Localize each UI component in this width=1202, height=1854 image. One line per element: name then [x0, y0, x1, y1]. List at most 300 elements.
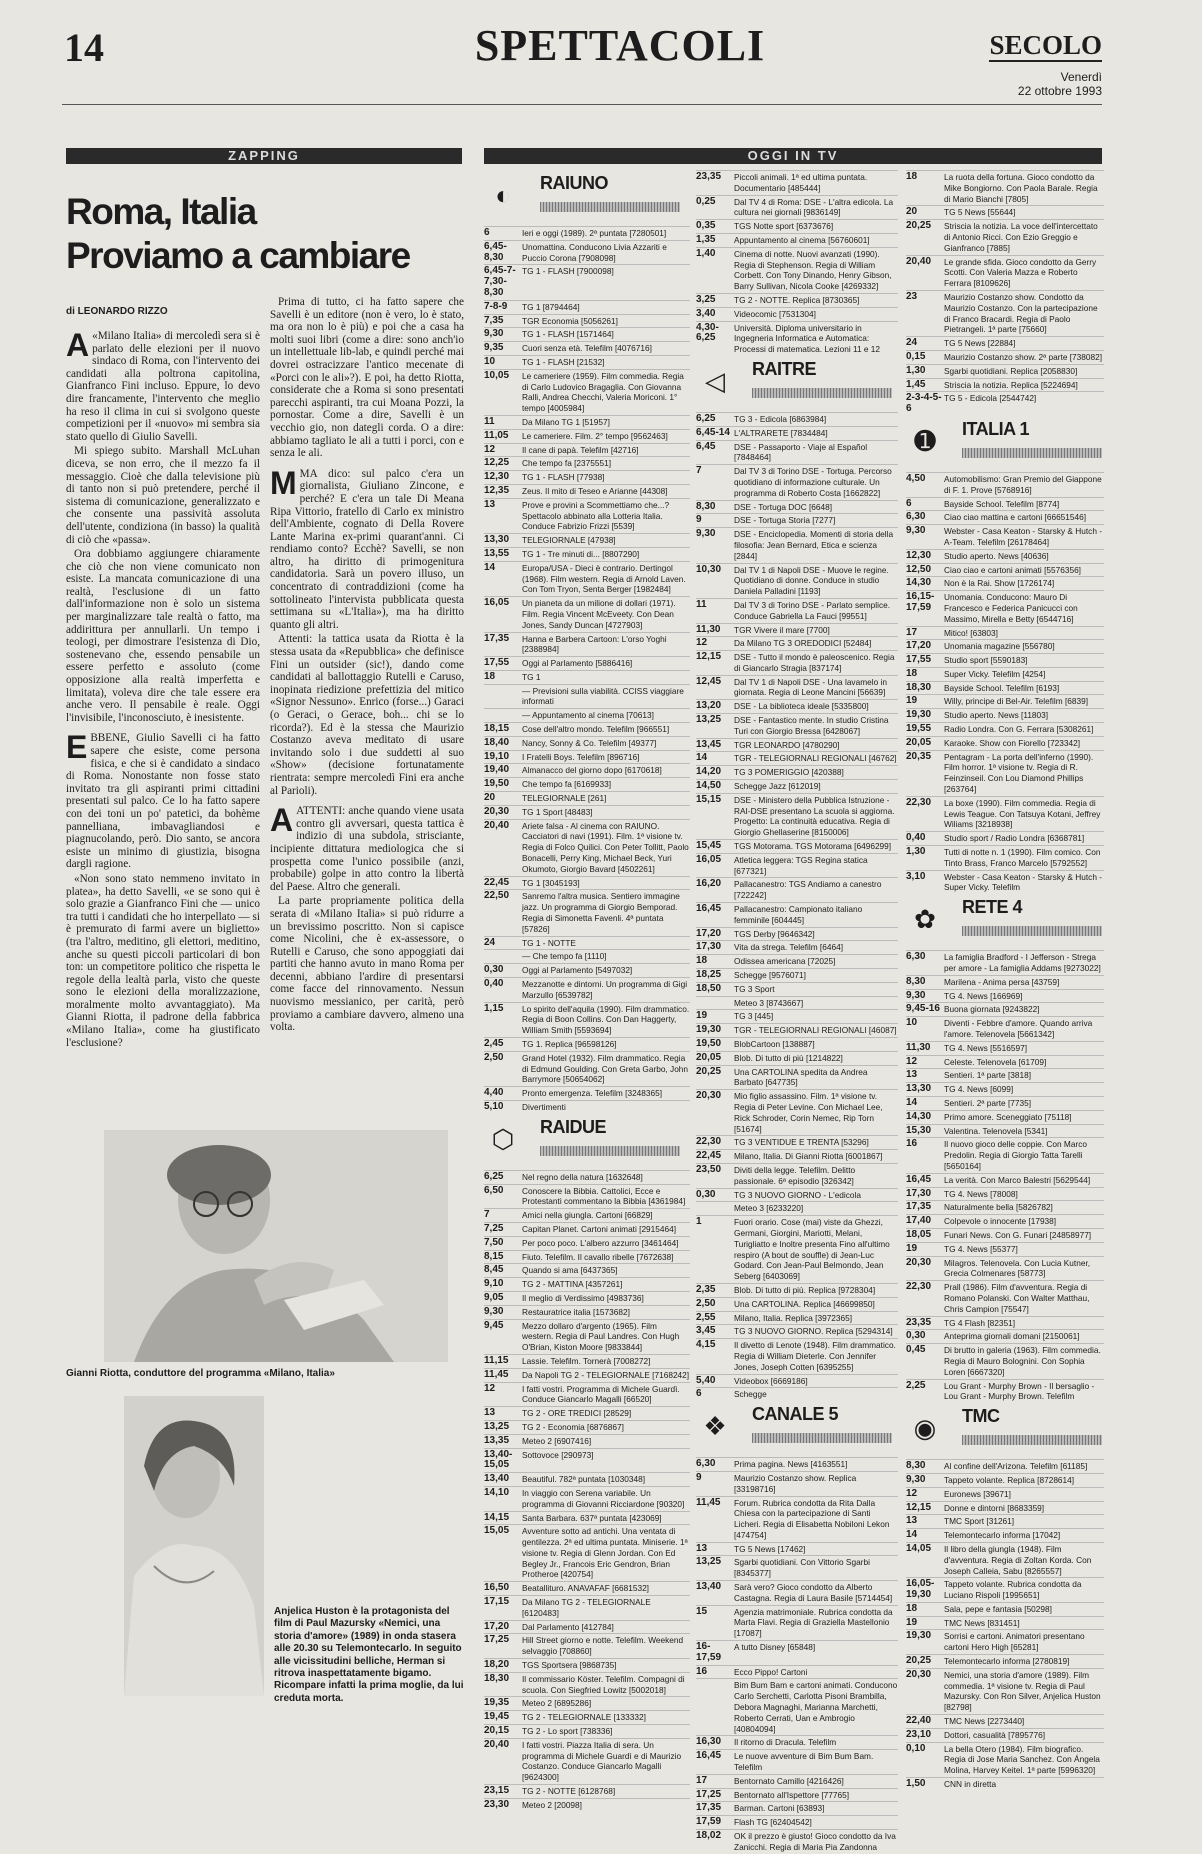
programme-row [484, 632, 690, 657]
programme-time: 9,30 [484, 1305, 504, 1317]
programme-row [696, 699, 898, 713]
programme-time: 13,45 [696, 738, 722, 750]
programme-time: 7 [484, 1209, 490, 1221]
programme-row [906, 378, 1104, 392]
programme-time: 6 [906, 497, 912, 509]
programme-row [696, 426, 898, 440]
programme-title: Studio sport / Radio Londra [6368781] [944, 833, 1085, 844]
programme-title: Sarà vero? Gioco condotto da Alberto Castagna. Regia di Laura Basile [5714454] [734, 1582, 893, 1603]
programme-row [696, 1542, 898, 1556]
programme-row [484, 1305, 690, 1319]
channel-header-rete4 [906, 898, 1104, 944]
programme-title: Meteo 2 [20098] [522, 1799, 582, 1810]
programme-row [484, 300, 690, 314]
programme-row [906, 667, 1104, 681]
programme-time: 5,10 [484, 1100, 504, 1112]
programme-title: Dal TV 4 di Roma: DSE - L'altra edicola. La cultura nei giornali [9836149] [734, 196, 894, 218]
programme-title: Una CARTOLINA spedita da Andrea Barbato [647735] [734, 1066, 868, 1088]
programme-time: 19 [906, 1616, 918, 1628]
programme-title: TG 3 VENTIDUE E TRENTA [53296] [734, 1137, 869, 1148]
channel-name: CANALE 5 [752, 1404, 839, 1425]
programme-title: — Appuntamento al cinema [70613] [522, 710, 654, 721]
programme-title: TG 1 - Tre minuti di... [8807290] [522, 548, 640, 559]
programme-time: 17,59 [696, 1816, 722, 1828]
programme-time: 18,40 [484, 736, 510, 748]
programme-time: 0,30 [696, 1188, 716, 1200]
programme-title: TG 1 [3045193] [522, 877, 580, 888]
programme-time: 7,35 [484, 314, 504, 326]
programme-title: TG 5 - Edicola [2544742] [944, 393, 1037, 404]
programme-row [906, 694, 1104, 708]
programme-time: 20,30 [906, 1256, 932, 1268]
programme-time: 13,25 [696, 714, 722, 726]
programme-time: 16,05 [484, 597, 510, 609]
programme-row [696, 996, 898, 1010]
programme-row [484, 1581, 690, 1595]
programme-title: In viaggio con Serena variabile. Un programma di Giovanni Ricciardone [90320] [522, 1487, 685, 1509]
programme-time: 18,30 [484, 1672, 510, 1684]
programme-time: 14 [696, 752, 708, 764]
programme-row [696, 675, 898, 700]
programme-row [696, 779, 898, 793]
programme-time: 16 [696, 1665, 708, 1677]
programme-time: 16,45 [696, 903, 722, 915]
programme-time: 9,30 [906, 525, 926, 537]
programme-time: 20,25 [906, 1655, 932, 1667]
programme-time: 12,30 [484, 471, 510, 483]
programme-time: 4,50 [906, 472, 926, 484]
programme-row [906, 549, 1104, 563]
programme-time: 1,35 [696, 233, 716, 245]
italia1-schedule [906, 472, 1104, 894]
channel-name: TMC [962, 1406, 1000, 1427]
tv-column-2 [696, 170, 898, 1852]
programme-row [696, 1324, 898, 1338]
programme-time: 7-8-9 [484, 300, 508, 312]
programme-time: 13,25 [696, 1556, 722, 1568]
programme-title: Per poco poco. L'albero azzurro [3461464] [522, 1237, 679, 1248]
programme-title: Europa/USA - Dieci è contrario. Dertingol (1968). Film western. Regia di Arnold Laven. Con Tom Tryon, Senta Berger [1982484] [522, 562, 686, 595]
programme-row [484, 1222, 690, 1236]
programme-time: 2,50 [484, 1051, 504, 1063]
programme-time: 6,45-14 [696, 426, 730, 438]
programme-time: 2,35 [696, 1283, 716, 1295]
programme-time: 10,05 [484, 369, 510, 381]
programme-title: Divertimenti [522, 1101, 566, 1112]
programme-time: 14,50 [696, 780, 722, 792]
programme-title: DSE - Passaporto - Viaje al Español [7848464] [734, 441, 868, 463]
programme-row [906, 750, 1104, 796]
programme-row [696, 765, 898, 779]
programme-title: Lassie. Telefilm. Tornerà [7008272] [522, 1355, 651, 1366]
programme-title: Amici nella giungla. Cartoni [66829] [522, 1210, 653, 1221]
programme-row [906, 1473, 1104, 1487]
programme-time: 20,30 [484, 805, 510, 817]
programme-row [906, 1379, 1104, 1404]
programme-time: 11 [696, 598, 707, 610]
programme-row [696, 877, 898, 902]
canale5-logo-icon: ❖ [703, 1411, 727, 1442]
programme-row [906, 1629, 1104, 1654]
programme-row [484, 1086, 690, 1100]
programme-row [484, 1620, 690, 1634]
programme-title: Una CARTOLINA. Replica [46699850] [734, 1298, 875, 1309]
issue-date-text: 22 ottobre 1993 [1017, 84, 1102, 98]
channel-bar [540, 1146, 680, 1156]
programme-row [906, 472, 1104, 497]
programme-row [906, 364, 1104, 378]
programme-time: 23,35 [696, 171, 722, 182]
programme-title: Pallacanestro: TGS Andiamo a canestro [722242] [734, 879, 882, 901]
programme-title: TMC News [2273440] [944, 1716, 1025, 1727]
programme-row [906, 1068, 1104, 1082]
programme-title: Oggi al Parlamento [5886416] [522, 658, 633, 669]
programme-title: Hill Street giorno e notte. Telefilm. Weekend selvaggio [708860] [522, 1635, 684, 1657]
programme-time: 14,20 [696, 766, 722, 778]
channel-header-raiuno [484, 174, 690, 220]
programme-row [484, 1511, 690, 1525]
programme-title: Il libro della giungla (1948). Film d'avventura. Regia di Zoltan Korda. Con Joseph Calleia, Sabu [8265557] [944, 1543, 1092, 1576]
programme-time: 6,25 [696, 412, 716, 424]
programme-row [696, 233, 898, 247]
programme-time: 24 [484, 936, 496, 948]
programme-row [906, 1173, 1104, 1187]
programme-title: Bayside School. Telefilm [8774] [944, 498, 1060, 509]
programme-row [484, 1633, 690, 1658]
programme-title: Ciao ciao e cartoni animati [5576356] [944, 564, 1081, 575]
programme-time: 11,30 [696, 623, 721, 635]
programme-title: Primo amore. Sceneggiato [75118] [944, 1111, 1072, 1122]
programme-time: 18 [906, 1602, 918, 1614]
programme-row [484, 1184, 690, 1209]
programme-row [484, 415, 690, 429]
programme-title: Restauratrice italia [1573682] [522, 1306, 630, 1317]
raidue-schedule [484, 1170, 690, 1812]
programme-row [696, 1640, 898, 1665]
programme-title: Bayside School. Telefilm [6193] [944, 682, 1060, 693]
programme-title: Tappeto volante. Replica [8728614] [944, 1474, 1075, 1485]
programme-title: Tappeto volante. Rubrica condotta da Luciano Rispoli [1995651] [944, 1579, 1082, 1601]
programme-row [906, 1728, 1104, 1742]
programme-title: Milagros. Telenovela. Con Lucia Kutner, Grecia Colmenares [58773] [944, 1257, 1091, 1279]
programme-row [696, 713, 898, 738]
programme-row [484, 498, 690, 533]
programme-time: 8,30 [906, 1460, 926, 1472]
programme-title: TG 2 - MATTINA [4357261] [522, 1279, 623, 1290]
programme-row [906, 563, 1104, 577]
programme-row [484, 889, 690, 935]
programme-row [906, 1742, 1104, 1777]
programme-time: 9 [696, 1471, 702, 1483]
programme-row [696, 1801, 898, 1815]
programme-time: 17 [906, 626, 918, 638]
programme-row [484, 819, 690, 876]
programme-row [484, 1724, 690, 1738]
programme-row [906, 831, 1104, 845]
programme-time: 22,45 [484, 876, 510, 888]
drop-cap: A [66, 327, 90, 363]
programme-time: 12 [906, 1055, 918, 1067]
programme-time: 9,45 [484, 1319, 504, 1331]
programme-time: 12 [484, 1382, 496, 1394]
channel-bar [540, 202, 680, 212]
programme-time: 16,05-19,30 [906, 1578, 935, 1601]
programme-title: Tutti di notte n. 1 (1990). Film comico. Con Tinto Brass, Franco Marcelo [5792552] [944, 847, 1101, 868]
programme-title: DSE - Tutto il mondo è paleoscenico. Regia di Giancarlo Stragia [837174] [734, 652, 895, 673]
programme-time: 14,05 [906, 1542, 932, 1554]
programme-title: TGS Derby [9646342] [734, 928, 815, 939]
programme-row [484, 1696, 690, 1710]
programme-title: TG 2 - TELEGIORNALE [133332] [522, 1712, 646, 1723]
programme-title: Videobox [6669186] [734, 1375, 808, 1386]
programme-title: Le nuove avventure di Bim Bum Bam. Telefilm [734, 1751, 874, 1773]
programme-time: 20,30 [696, 1090, 722, 1102]
programme-row [906, 170, 1104, 205]
programme-title: TG 1 - FLASH [21532] [522, 356, 605, 367]
programme-row [906, 205, 1104, 219]
programme-time: 0,15 [906, 350, 926, 362]
programme-title: Nemici, una storia d'amore (1989). Film commedia. 1ª visione tv. Regia di Paul Mazursky. Con Ron Silver, Anjelica Huston [82798] [944, 1669, 1101, 1713]
programme-time: 18 [696, 955, 708, 967]
programme-title: TG 3 NUOVO GIORNO - L'edicola [734, 1189, 861, 1200]
programme-time: 1,15 [484, 1002, 504, 1014]
programme-row [484, 1100, 690, 1114]
programme-row [696, 513, 898, 527]
programme-title: TGS Motorama. TGS Motorama [6496299] [734, 841, 892, 852]
programme-title: Un pianeta da un milione di dollari (1971). Film. Regia Vincent McEveety. Con Dean Jones, Sandy Duncan [4727903] [522, 598, 676, 630]
programme-row [906, 681, 1104, 695]
programme-time: 17,35 [906, 1201, 932, 1213]
programme-title: TG 1 [522, 671, 541, 682]
programme-row [906, 336, 1104, 350]
programme-row [696, 1774, 898, 1788]
programme-row [906, 1777, 1104, 1791]
programme-row [906, 1329, 1104, 1343]
programme-title: L'ALTRARETE [7834484] [734, 427, 828, 438]
programme-row [906, 1343, 1104, 1378]
programme-title: Pentagram - La porta dell'inferno (1990). Film horror. 1ª visione tv. Regia di R. Feinzinseil. Con Lou Diamond Phillips [263764] [944, 751, 1094, 795]
programme-time: 10 [906, 1017, 918, 1029]
programme-row [906, 989, 1104, 1003]
programme-title: DSE - Tortuga Storia [7277] [734, 515, 836, 526]
programme-time: 17,40 [906, 1215, 932, 1227]
programme-time: 9,30 [484, 328, 504, 340]
programme-row [696, 940, 898, 954]
programme-row [484, 1658, 690, 1672]
programme-row [484, 1002, 690, 1037]
article-paragraph: MMA dico: sul palco c'era un giornalista, Giuliano Zincone, e perché? E c'era un tale Di Meana Ripa Vittorio, fratello di Carlo ex ministro dell'Ambiente, cognato di Della Rovere Lante Marina ex-primi quarant'anni. Ci rendiamo conto? Ecchè? Savelli, se non altro, ha diritto di primogenitura candidatoria. Sarà un povero illuso, un concentrato di contraddizioni (come ha sottolineato l'intervista pubblicata questa settimana su «L'Italia»), ma ha diritto quanto gli altri. [270, 464, 464, 631]
programme-title: Di brutto in galeria (1963). Film commedia. Regia di Mauro Bolognini. Con Sophia Loren [6667320] [944, 1345, 1101, 1377]
channel-name: RAIUNO [540, 173, 608, 193]
programme-title: Da Napoli TG 2 - TELEGIORNALE [7168242] [522, 1369, 690, 1380]
programme-title: Cinema di notte. Nuovi avanzati (1990). Regia di Stephenson. Regia di William Corbett. Con Tony Dinando, Henry Gibson, Barry Sullivan, Nicola Cooke [4269332] [734, 248, 892, 292]
programme-row [906, 1082, 1104, 1096]
programme-row [696, 527, 898, 562]
programme-time: 23,30 [484, 1798, 510, 1810]
programme-title: TG 2 - ORE TREDICI [28529] [522, 1408, 632, 1419]
programme-time: 1,30 [906, 846, 926, 858]
programme-row [484, 750, 690, 764]
article-paragraph: La parte propriamente politica della serata di «Milano Italia» si può ridurre a un brevissimo poscritto. Non si capisce come Nicolini, che è ex-assessore, o Rutelli e Caruso, che sono appoggiati dai partiti che hanno avuto in mano Roma per decenni, abbiano l'ardire di presentarsi come facce del rinnovamento. Nessun nuovismo messianico, per carità, però proviamo a cambiare davvero, almeno una volta. [270, 895, 464, 1034]
programme-row [696, 1188, 898, 1202]
programme-time: 15,05 [484, 1525, 510, 1537]
programme-time: 20,40 [484, 819, 510, 831]
programme-row [906, 1096, 1104, 1110]
programme-title: — Previsioni sulla viabilità. CCISS viaggiare informati [522, 685, 684, 707]
programme-time: 12,50 [906, 563, 932, 575]
article-column-2 [270, 296, 464, 1128]
programme-title: Piccoli animali. 1ª ed ultima puntata. Documentario [485444] [734, 172, 868, 193]
programme-title: TGR LEONARDO [4780290] [734, 739, 840, 750]
programme-row [696, 1297, 898, 1311]
programme-title: Lo spirito dell'aquila (1990). Film drammatico. Regia di Boon Collins. Con Dan Haggerty, William Smith [5593694] [522, 1003, 690, 1036]
programme-time: 14,30 [906, 577, 932, 589]
programme-title: TELEGIORNALE [261] [522, 793, 607, 804]
programme-title: Blob. Di tutto di più. Replica [9728304] [734, 1284, 876, 1295]
programme-title: Bentornato Camillo [4216426] [734, 1775, 844, 1786]
programme-title: Sgarbi quotidiani. Replica [2058830] [944, 365, 1078, 376]
programme-title: Università. Diploma universitario in Ingegneria Informatica e Automatica: Processi di matematica. Lezioni 11 e 12 [734, 322, 881, 355]
newspaper-logo: SECOLO [989, 30, 1102, 60]
programme-title: Striscia la notizia. Replica [5224694] [944, 379, 1078, 390]
programme-time: 19,30 [696, 1024, 722, 1036]
programme-row [484, 1448, 690, 1473]
channel-header-tmc [906, 1407, 1104, 1453]
programme-time: 9 [696, 514, 702, 526]
programme-time: 3,25 [696, 293, 716, 305]
programme-row [696, 1338, 898, 1373]
programme-time: 13,35 [484, 1434, 510, 1446]
programme-row [906, 1501, 1104, 1515]
programme-title: Dal TV 3 di Torino DSE - Parlato semplice. Conduce Gabriella La Fauci [99551] [734, 599, 891, 621]
programme-title: Ieri e oggi (1989). 2ª puntata [7280501] [522, 228, 667, 238]
programme-time: 18,15 [484, 723, 510, 735]
programme-title: Il meglio di Verdissimo [4983736] [522, 1292, 644, 1303]
programme-time: 17,20 [484, 1620, 510, 1632]
programme-time: 1,45 [906, 378, 926, 390]
programme-row [696, 1065, 898, 1090]
riotta-photo-illustration [104, 1130, 448, 1362]
programme-time: 17,55 [484, 657, 510, 669]
programme-title: Maurizio Costanzo show. Condotto da Maurizio Costanzo. Con la partecipazione di Franco Bracardi. Regia di Paolo Pietrangeli. 1ª parte [75660] [944, 291, 1098, 335]
programme-time: 16,15-17,59 [906, 591, 935, 613]
programme-title: DSE - Enciclopedia. Momenti di storia della filosofia: Jean Bernard, Etica e scienza [2844] [734, 529, 894, 561]
programme-time: 17,35 [484, 632, 510, 644]
programme-time: 18 [906, 171, 918, 182]
programme-row [484, 327, 690, 341]
programme-row [906, 255, 1104, 290]
programme-row [906, 1055, 1104, 1069]
programme-title: Lou Grant - Murphy Brown - Il bersaglio - Lou Grant - Murphy Brown. Telefilm [944, 1380, 1095, 1402]
programme-row [484, 876, 690, 890]
programme-row [484, 656, 690, 670]
programme-time: 3,45 [696, 1325, 716, 1337]
programme-time: 19,50 [696, 1038, 722, 1049]
programme-time: 19 [906, 695, 918, 707]
programme-title: Sanremo l'altra musica. Sentiero immagine jazz. Un programma di Giorgio Bemporad. Regia di Simonetta Favenli. 4ª puntata [57826] [522, 891, 680, 934]
programme-title: Avventure sotto ad antichi. Una ventata di gentilezza. 2ª ed ultima puntata. Miniserie. 1ª visione tv. Regia di Glenn Jordan. Con Ed Begley Jr., Francois Eric Gendron, Brian Protheroe [420754] [522, 1526, 688, 1580]
programme-time: 17,15 [484, 1596, 510, 1608]
programme-title: Sottovoce [290973] [522, 1449, 594, 1460]
programme-title: La bella Otero (1984). Film biografico. Regia di Jose Maria Sanchez. Con Ángela Molina, Harvey Keitel. 1ª parte [5996320] [944, 1743, 1100, 1776]
programme-title: Il cane di papà. Telefilm [42716] [522, 444, 639, 455]
article-paragraph: «Non sono stato nemmeno invitato in platea», ha detto Savelli, «e se sono qui è solo grazie a Gianfranco Fini che — unico tra tutti i candidati che ho interpellato — si è premurato di farmi avere un biglietto» (tra l'altro, meditino, gli elettori, meditino, anche su questi piccoli particolari di bon ton: un competitore politico che rispetta le regole della lealtà parla, visto che queste sono le elezioni della moralizzazione, moralmente molto avvantaggiato). Ma Gianni Riotta, il padrone della fabbrica «Milano Italia», come ha giustificato l'esclusione? [66, 872, 260, 1049]
programme-title: Beatallituro. ANAVAFAF [6681532] [522, 1583, 649, 1594]
programme-title: Meteo 3 [8743667] [734, 997, 804, 1008]
programme-row [696, 968, 898, 982]
programme-row [906, 870, 1104, 895]
programme-row [696, 598, 898, 623]
article-paragraph: Attenti: la tattica usata da Riotta è la stessa usata da «Repubblica» che definisce Fini un outsider (sic!), dando come candidati al ballottaggio Rutelli e Caruso, inopinata riedizione prefettizia del mitico «Signor Nessuno». Enrico (forse...) Garaci (o Geraci, o Gerace, boh... chi se lo ricorda?). Ed è la stessa che Maurizio Costanzo aveva meditato di usare invitando solo i due suddetti al suo «Show» (decisione fortunatamente rientrata: sempre mercoledì Fini era anche al Parioli). [270, 633, 464, 797]
programme-time: 20 [484, 792, 496, 804]
programme-row [906, 510, 1104, 524]
programme-title: Odissea americana [72025] [734, 956, 836, 967]
programme-row [484, 226, 690, 240]
programme-row [484, 470, 690, 484]
programme-time: 20,35 [906, 750, 932, 762]
programme-row [484, 977, 690, 1002]
programme-time: 19,35 [484, 1697, 510, 1709]
programme-time: 2,45 [484, 1038, 504, 1049]
programme-row [696, 927, 898, 941]
programme-row [906, 1714, 1104, 1728]
programme-time: 0,40 [484, 978, 504, 990]
programme-row [696, 1387, 898, 1401]
programme-row [696, 293, 898, 307]
programme-row [696, 170, 898, 195]
programme-row [696, 1665, 898, 1679]
tmc-logo-icon: ◉ [913, 1413, 937, 1444]
drop-cap: M [270, 464, 297, 501]
programme-title: TG 1 Sport [48483] [522, 806, 593, 817]
programme-time: 12,30 [906, 549, 932, 561]
programme-row [484, 1798, 690, 1812]
programme-row [484, 1354, 690, 1368]
programme-title: Mezzanotte e dintorni. Un programma di Gigi Marzullo [6539782] [522, 979, 688, 1000]
programme-time: 15,15 [696, 793, 722, 805]
programme-time: 9,30 [906, 1473, 926, 1485]
programme-time: 12,25 [484, 457, 510, 469]
programme-row [906, 653, 1104, 667]
programme-time: 19,50 [484, 778, 510, 790]
channel-bar [962, 1435, 1102, 1445]
programme-row [696, 1788, 898, 1802]
programme-title: TG 1 - NOTTE [522, 937, 576, 948]
programme-title: TG 1. Replica [96598126] [522, 1039, 617, 1049]
programme-row [696, 751, 898, 765]
programme-title: TG 2 - NOTTE [6128768] [522, 1786, 616, 1797]
programme-row [906, 290, 1104, 336]
programme-title: Dal Parlamento [412784] [522, 1621, 614, 1632]
programme-time: 14,10 [484, 1486, 510, 1498]
programme-time: 3,40 [696, 307, 716, 319]
programme-time: 3,10 [906, 870, 926, 882]
programme-title: DSE - Tortuga DOC [6648] [734, 501, 833, 512]
programme-time: 8,15 [484, 1250, 504, 1262]
programme-row [484, 596, 690, 631]
programme-row [484, 949, 690, 963]
programme-time: 11,45 [484, 1368, 509, 1380]
programme-title: Unomania. Conducono: Mauro Di Francesco e Federica Panicucci con Massimo, Mirella e Betty [6544716] [944, 592, 1078, 624]
programme-title: Il ritorno di Dracula. Telefilm [734, 1737, 837, 1748]
programme-row [696, 1201, 898, 1215]
programme-title: Dal TV 1 di Napoli DSE - Muove le regine. Quotidiano di donne. Conduce in studio Daniela Palladini [1193] [734, 564, 889, 597]
programme-title: Il commissario Köster. Telefilm. Compagni di scuola. Con Siegfried Lowitz [5002018] [522, 1673, 685, 1695]
programme-title: Quando si ama [6437365] [522, 1265, 618, 1276]
programme-row [484, 547, 690, 561]
huston-photo-illustration [124, 1396, 264, 1696]
programme-row [906, 391, 1104, 416]
